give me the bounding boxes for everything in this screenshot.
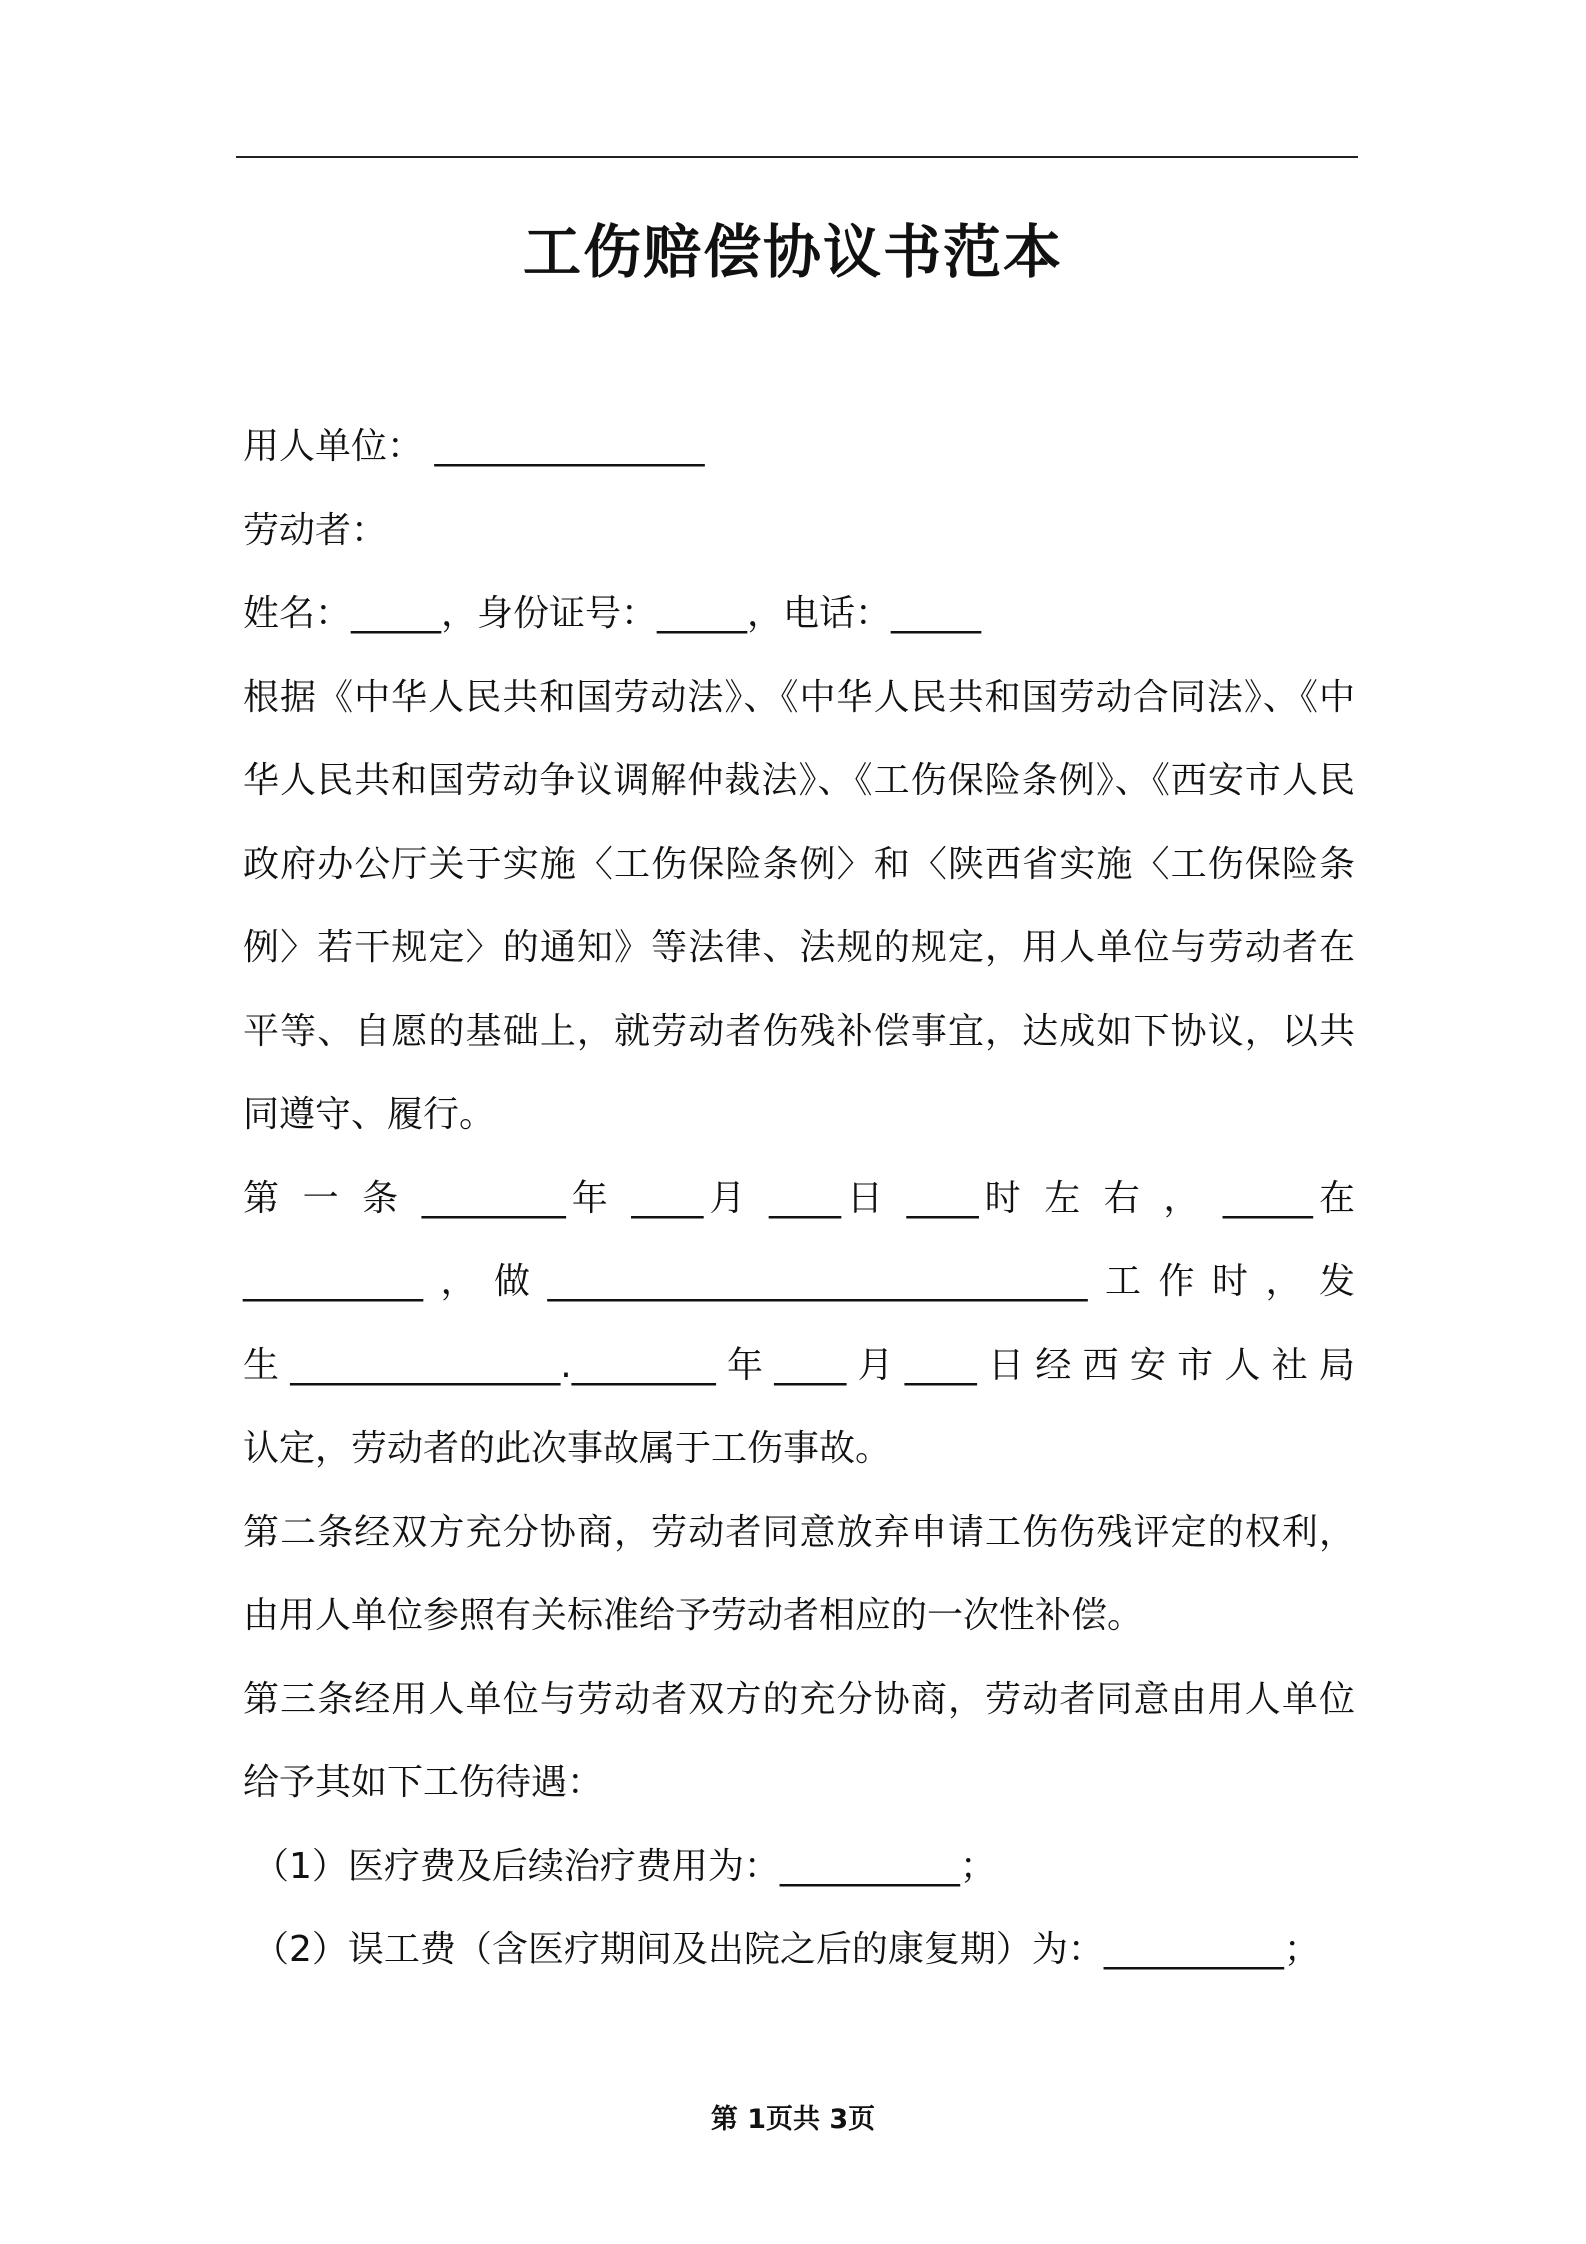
article-3-line: 第三条经用人单位与劳动者双方的充分协商，劳动者同意由用人单位 <box>243 1678 1355 1720</box>
document-body <box>243 405 1355 1992</box>
article-3-line: 给予其如下工伤待遇： <box>243 1762 604 1803</box>
article-1-line: 第 一 条 ________年 ____月 ____日 ____时 左 右 ， _____在 <box>243 1177 1355 1219</box>
article-2-line: 第二条经双方充分协商，劳动者同意放弃申请工伤伤残评定的权利， <box>243 1511 1355 1553</box>
preamble-line: 同遵守、履行。 <box>243 1094 496 1135</box>
employer-line: 用人单位： _______________ <box>243 426 705 467</box>
article-1-line: 生_______________.________年____月____日经西安市人社局 <box>243 1344 1355 1386</box>
preamble-line: 根据《中华人民共和国劳动法》、《中华人民共和国劳动合同法》、《中 <box>243 676 1355 718</box>
worker-info-line: 姓名：_____，身份证号：_____，电话：_____ <box>243 593 982 634</box>
article-1-line: __________，做______________________________工作时，发 <box>243 1261 1355 1302</box>
header-rule <box>236 156 1358 158</box>
article-2-line: 由用人单位参照有关标准给予劳动者相应的一次性补偿。 <box>243 1595 1144 1636</box>
treatment-item-2: （2）误工费（含医疗期间及出院之后的康复期）为：__________； <box>253 1929 1320 1970</box>
treatment-item-1: （1）医疗费及后续治疗费用为：__________； <box>253 1845 996 1887</box>
preamble-line: 华人民共和国劳动争议调解仲裁法》、《工伤保险条例》、《西安市人民 <box>243 760 1355 801</box>
page-footer: 第 1页共 3页 <box>710 2104 876 2135</box>
worker-label: 劳动者： <box>243 509 388 551</box>
preamble-line: 政府办公厅关于实施〈工伤保险条例〉和〈陕西省实施〈工伤保险条 <box>243 843 1355 885</box>
article-1-line: 认定，劳动者的此次事故属于工伤事故。 <box>243 1428 892 1469</box>
document-title: 工伤赔偿协议书范本 <box>522 218 1063 286</box>
preamble-line: 平等、自愿的基础上，就劳动者伤残补偿事宜，达成如下协议，以共 <box>243 1010 1355 1052</box>
preamble-line: 例〉若干规定〉的通知》等法律、法规的规定，用人单位与劳动者在 <box>243 927 1355 968</box>
